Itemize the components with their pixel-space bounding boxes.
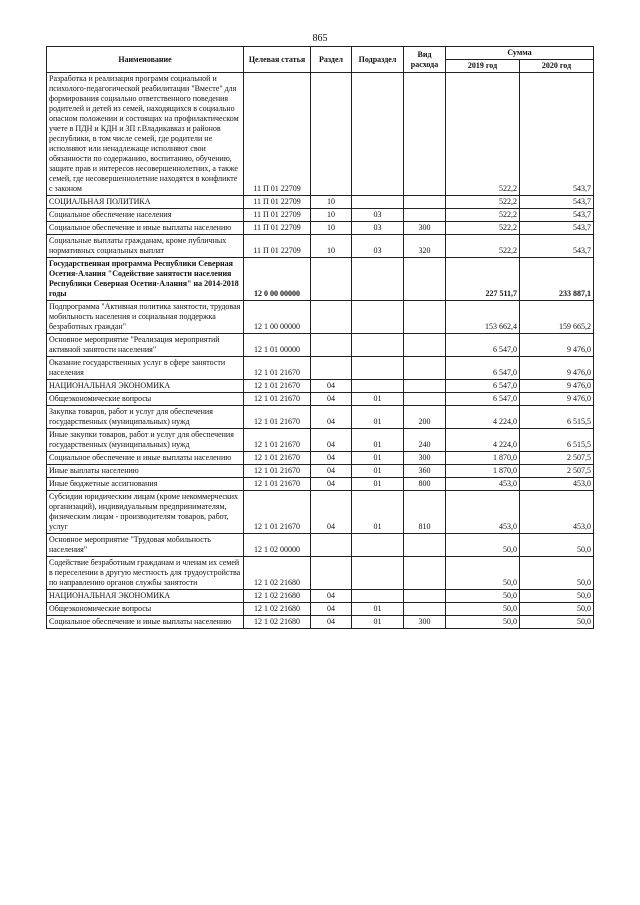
cell-subsection: 01 bbox=[352, 478, 404, 491]
cell-expense-type bbox=[404, 534, 446, 557]
cell-name: Основное мероприятие "Реализация мероприятий активной занятости населения" bbox=[47, 334, 244, 357]
cell-name: Социальное обеспечение населения bbox=[47, 209, 244, 222]
cell-subsection bbox=[352, 357, 404, 380]
cell-sum-2019: 6 547,0 bbox=[446, 334, 520, 357]
cell-expense-type: 320 bbox=[404, 235, 446, 258]
table-row bbox=[47, 209, 594, 222]
cell-sum-2019: 50,0 bbox=[446, 603, 520, 616]
cell-expense-type bbox=[404, 357, 446, 380]
cell-target-code: 11 П 01 22709 bbox=[244, 209, 311, 222]
cell-name: Иные бюджетные ассигнования bbox=[47, 478, 244, 491]
cell-expense-type: 800 bbox=[404, 478, 446, 491]
cell-sum-2020: 453,0 bbox=[520, 491, 594, 534]
cell-sum-2020: 9 476,0 bbox=[520, 357, 594, 380]
cell-expense-type bbox=[404, 301, 446, 334]
cell-target-code: 12 1 01 21670 bbox=[244, 491, 311, 534]
cell-subsection bbox=[352, 196, 404, 209]
cell-subsection bbox=[352, 258, 404, 301]
cell-expense-type bbox=[404, 590, 446, 603]
cell-sum-2020: 50,0 bbox=[520, 590, 594, 603]
cell-expense-type: 300 bbox=[404, 452, 446, 465]
table-row bbox=[47, 334, 594, 357]
cell-target-code: 12 1 01 21670 bbox=[244, 380, 311, 393]
cell-subsection: 01 bbox=[352, 491, 404, 534]
cell-sum-2020: 543,7 bbox=[520, 222, 594, 235]
cell-sum-2019: 50,0 bbox=[446, 557, 520, 590]
cell-sum-2020: 50,0 bbox=[520, 603, 594, 616]
cell-target-code: 12 1 01 21670 bbox=[244, 478, 311, 491]
cell-target-code: 12 1 01 00000 bbox=[244, 334, 311, 357]
table-row bbox=[47, 301, 594, 334]
table-row bbox=[47, 258, 594, 301]
table-row bbox=[47, 465, 594, 478]
cell-subsection: 03 bbox=[352, 235, 404, 258]
header-sum: Сумма bbox=[446, 47, 594, 60]
table-row bbox=[47, 222, 594, 235]
cell-expense-type bbox=[404, 393, 446, 406]
header-section: Раздел bbox=[311, 47, 352, 73]
cell-name: Общеэкономические вопросы bbox=[47, 603, 244, 616]
cell-target-code: 12 1 02 21680 bbox=[244, 590, 311, 603]
cell-target-code: 12 1 01 21670 bbox=[244, 393, 311, 406]
cell-subsection: 01 bbox=[352, 616, 404, 629]
table-row bbox=[47, 429, 594, 452]
table-row bbox=[47, 491, 594, 534]
cell-target-code: 11 П 01 22709 bbox=[244, 196, 311, 209]
cell-expense-type: 300 bbox=[404, 616, 446, 629]
cell-sum-2020: 6 515,5 bbox=[520, 406, 594, 429]
cell-section: 04 bbox=[311, 429, 352, 452]
cell-target-code: 12 1 02 21680 bbox=[244, 557, 311, 590]
cell-sum-2020: 453,0 bbox=[520, 478, 594, 491]
cell-sum-2019: 1 870,0 bbox=[446, 452, 520, 465]
cell-expense-type bbox=[404, 603, 446, 616]
cell-sum-2020: 233 887,1 bbox=[520, 258, 594, 301]
cell-section: 04 bbox=[311, 452, 352, 465]
cell-target-code: 12 1 02 21680 bbox=[244, 616, 311, 629]
cell-sum-2020: 2 507,5 bbox=[520, 452, 594, 465]
cell-subsection: 03 bbox=[352, 222, 404, 235]
cell-section: 04 bbox=[311, 491, 352, 534]
cell-target-code: 12 0 00 00000 bbox=[244, 258, 311, 301]
cell-sum-2019: 153 662,4 bbox=[446, 301, 520, 334]
cell-name: Субсидии юридическим лицам (кроме некоммерческих организаций), индивидуальным предпринимателям, физическим лицам - производителям товаров, работ, услуг bbox=[47, 491, 244, 534]
cell-sum-2020: 50,0 bbox=[520, 616, 594, 629]
cell-name: НАЦИОНАЛЬНАЯ ЭКОНОМИКА bbox=[47, 590, 244, 603]
header-subsection: Подраздел bbox=[352, 47, 404, 73]
cell-section: 04 bbox=[311, 478, 352, 491]
cell-sum-2019: 6 547,0 bbox=[446, 380, 520, 393]
cell-subsection: 01 bbox=[352, 393, 404, 406]
cell-name: Социальное обеспечение и иные выплаты населению bbox=[47, 616, 244, 629]
cell-section bbox=[311, 334, 352, 357]
cell-section: 04 bbox=[311, 465, 352, 478]
table-row bbox=[47, 616, 594, 629]
cell-section: 10 bbox=[311, 196, 352, 209]
cell-sum-2019: 522,2 bbox=[446, 222, 520, 235]
cell-subsection bbox=[352, 534, 404, 557]
page-number: 865 bbox=[312, 33, 328, 44]
cell-target-code: 12 1 00 00000 bbox=[244, 301, 311, 334]
table-row bbox=[47, 380, 594, 393]
cell-sum-2019: 4 224,0 bbox=[446, 406, 520, 429]
cell-name: Иные закупки товаров, работ и услуг для обеспечения государственных (муниципальных) нужд bbox=[47, 429, 244, 452]
header-expense-type: Вид расхода bbox=[404, 47, 446, 73]
cell-section: 04 bbox=[311, 616, 352, 629]
cell-subsection bbox=[352, 590, 404, 603]
cell-expense-type bbox=[404, 380, 446, 393]
cell-expense-type: 300 bbox=[404, 222, 446, 235]
header-name: Наименование bbox=[47, 47, 244, 73]
cell-name: СОЦИАЛЬНАЯ ПОЛИТИКА bbox=[47, 196, 244, 209]
cell-sum-2020: 50,0 bbox=[520, 557, 594, 590]
cell-section: 04 bbox=[311, 380, 352, 393]
cell-subsection: 01 bbox=[352, 603, 404, 616]
cell-subsection: 01 bbox=[352, 452, 404, 465]
cell-section: 04 bbox=[311, 603, 352, 616]
cell-sum-2019: 4 224,0 bbox=[446, 429, 520, 452]
cell-target-code: 12 1 01 21670 bbox=[244, 429, 311, 452]
cell-sum-2019: 522,2 bbox=[446, 235, 520, 258]
table-row bbox=[47, 590, 594, 603]
cell-name: Государственная программа Республики Северная Осетия-Алания "Содействие занятости населения Республики Северная Осетия-Алания" на 2014-2018 годы bbox=[47, 258, 244, 301]
cell-subsection: 01 bbox=[352, 429, 404, 452]
cell-expense-type: 200 bbox=[404, 406, 446, 429]
cell-name: Иные выплаты населению bbox=[47, 465, 244, 478]
cell-subsection bbox=[352, 301, 404, 334]
cell-target-code: 11 П 01 22709 bbox=[244, 73, 311, 196]
cell-expense-type bbox=[404, 73, 446, 196]
cell-section: 04 bbox=[311, 590, 352, 603]
cell-sum-2019: 1 870,0 bbox=[446, 465, 520, 478]
cell-sum-2020: 6 515,5 bbox=[520, 429, 594, 452]
cell-subsection: 01 bbox=[352, 406, 404, 429]
cell-sum-2019: 453,0 bbox=[446, 491, 520, 534]
cell-sum-2019: 522,2 bbox=[446, 209, 520, 222]
cell-target-code: 11 П 01 22709 bbox=[244, 222, 311, 235]
cell-sum-2019: 227 511,7 bbox=[446, 258, 520, 301]
cell-sum-2020: 543,7 bbox=[520, 73, 594, 196]
cell-sum-2019: 50,0 bbox=[446, 616, 520, 629]
cell-sum-2020: 9 476,0 bbox=[520, 380, 594, 393]
cell-subsection: 03 bbox=[352, 209, 404, 222]
table-row bbox=[47, 557, 594, 590]
cell-target-code: 12 1 02 00000 bbox=[244, 534, 311, 557]
cell-subsection bbox=[352, 557, 404, 590]
cell-name: НАЦИОНАЛЬНАЯ ЭКОНОМИКА bbox=[47, 380, 244, 393]
cell-section bbox=[311, 534, 352, 557]
cell-name: Разработка и реализация программ социальной и психолого-педагогической реабилитации "Вместе" для формирования социально ответственного поведения родителей и детей из семей, находящихся в социально опасном положении и состоящих на профилактическом учете в ПДН и КДН и ЗП г.Владикавказ и районов республики, в том числе семей, где родители не исполняют или ненадлежаще исполняют свои обязанности по содержанию, воспитанию, обучению, защите прав и интересов несовершеннолетних, а также семей, где несовершеннолетние находятся в конфликте с законом bbox=[47, 73, 244, 196]
cell-sum-2020: 543,7 bbox=[520, 235, 594, 258]
cell-expense-type bbox=[404, 196, 446, 209]
cell-name: Социальное обеспечение и иные выплаты населению bbox=[47, 222, 244, 235]
table-row bbox=[47, 393, 594, 406]
budget-table bbox=[46, 46, 594, 629]
cell-sum-2019: 50,0 bbox=[446, 534, 520, 557]
cell-target-code: 12 1 01 21670 bbox=[244, 357, 311, 380]
cell-section: 10 bbox=[311, 235, 352, 258]
cell-sum-2020: 159 665,2 bbox=[520, 301, 594, 334]
table-row bbox=[47, 534, 594, 557]
cell-section bbox=[311, 557, 352, 590]
cell-section bbox=[311, 357, 352, 380]
table-row bbox=[47, 357, 594, 380]
cell-section: 04 bbox=[311, 406, 352, 429]
cell-sum-2019: 453,0 bbox=[446, 478, 520, 491]
cell-expense-type: 810 bbox=[404, 491, 446, 534]
table-row bbox=[47, 196, 594, 209]
cell-target-code: 12 1 01 21670 bbox=[244, 406, 311, 429]
cell-sum-2020: 543,7 bbox=[520, 196, 594, 209]
cell-section bbox=[311, 258, 352, 301]
cell-name: Закупка товаров, работ и услуг для обеспечения государственных (муниципальных) нужд bbox=[47, 406, 244, 429]
cell-name: Общеэкономические вопросы bbox=[47, 393, 244, 406]
cell-sum-2019: 6 547,0 bbox=[446, 357, 520, 380]
cell-sum-2020: 50,0 bbox=[520, 534, 594, 557]
cell-expense-type: 360 bbox=[404, 465, 446, 478]
table-row bbox=[47, 73, 594, 196]
cell-name: Подпрограмма "Активная политика занятости, трудовая мобильность населения и социальная поддержка безработных граждан" bbox=[47, 301, 244, 334]
table-row bbox=[47, 406, 594, 429]
cell-subsection bbox=[352, 73, 404, 196]
cell-section bbox=[311, 73, 352, 196]
table-row bbox=[47, 603, 594, 616]
cell-expense-type bbox=[404, 557, 446, 590]
table-row bbox=[47, 478, 594, 491]
cell-name: Социальное обеспечение и иные выплаты населению bbox=[47, 452, 244, 465]
table-row bbox=[47, 235, 594, 258]
cell-target-code: 12 1 02 21680 bbox=[244, 603, 311, 616]
cell-section: 04 bbox=[311, 393, 352, 406]
cell-sum-2020: 2 507,5 bbox=[520, 465, 594, 478]
cell-section: 10 bbox=[311, 222, 352, 235]
cell-subsection: 01 bbox=[352, 465, 404, 478]
cell-name: Основное мероприятие "Трудовая мобильность населения" bbox=[47, 534, 244, 557]
cell-section bbox=[311, 301, 352, 334]
cell-target-code: 12 1 01 21670 bbox=[244, 465, 311, 478]
header-target: Целевая статья bbox=[244, 47, 311, 73]
table-row bbox=[47, 452, 594, 465]
cell-subsection bbox=[352, 380, 404, 393]
cell-sum-2019: 522,2 bbox=[446, 196, 520, 209]
cell-section: 10 bbox=[311, 209, 352, 222]
cell-expense-type bbox=[404, 209, 446, 222]
cell-sum-2019: 50,0 bbox=[446, 590, 520, 603]
cell-expense-type bbox=[404, 258, 446, 301]
cell-subsection bbox=[352, 334, 404, 357]
cell-target-code: 12 1 01 21670 bbox=[244, 452, 311, 465]
cell-sum-2020: 543,7 bbox=[520, 209, 594, 222]
cell-sum-2019: 6 547,0 bbox=[446, 393, 520, 406]
cell-expense-type bbox=[404, 334, 446, 357]
cell-target-code: 11 П 01 22709 bbox=[244, 235, 311, 258]
cell-expense-type: 240 bbox=[404, 429, 446, 452]
header-year-2019: 2019 год bbox=[446, 60, 520, 73]
header-year-2020: 2020 год bbox=[520, 60, 594, 73]
cell-sum-2019: 522,2 bbox=[446, 73, 520, 196]
cell-name: Оказание государственных услуг в сфере занятости населения bbox=[47, 357, 244, 380]
cell-name: Содействие безработным гражданам и членам их семей в переселении в другую местность для трудоустройства по направлению органов службы занятости bbox=[47, 557, 244, 590]
cell-name: Социальные выплаты гражданам, кроме публичных нормативных социальных выплат bbox=[47, 235, 244, 258]
cell-sum-2020: 9 476,0 bbox=[520, 393, 594, 406]
cell-sum-2020: 9 476,0 bbox=[520, 334, 594, 357]
